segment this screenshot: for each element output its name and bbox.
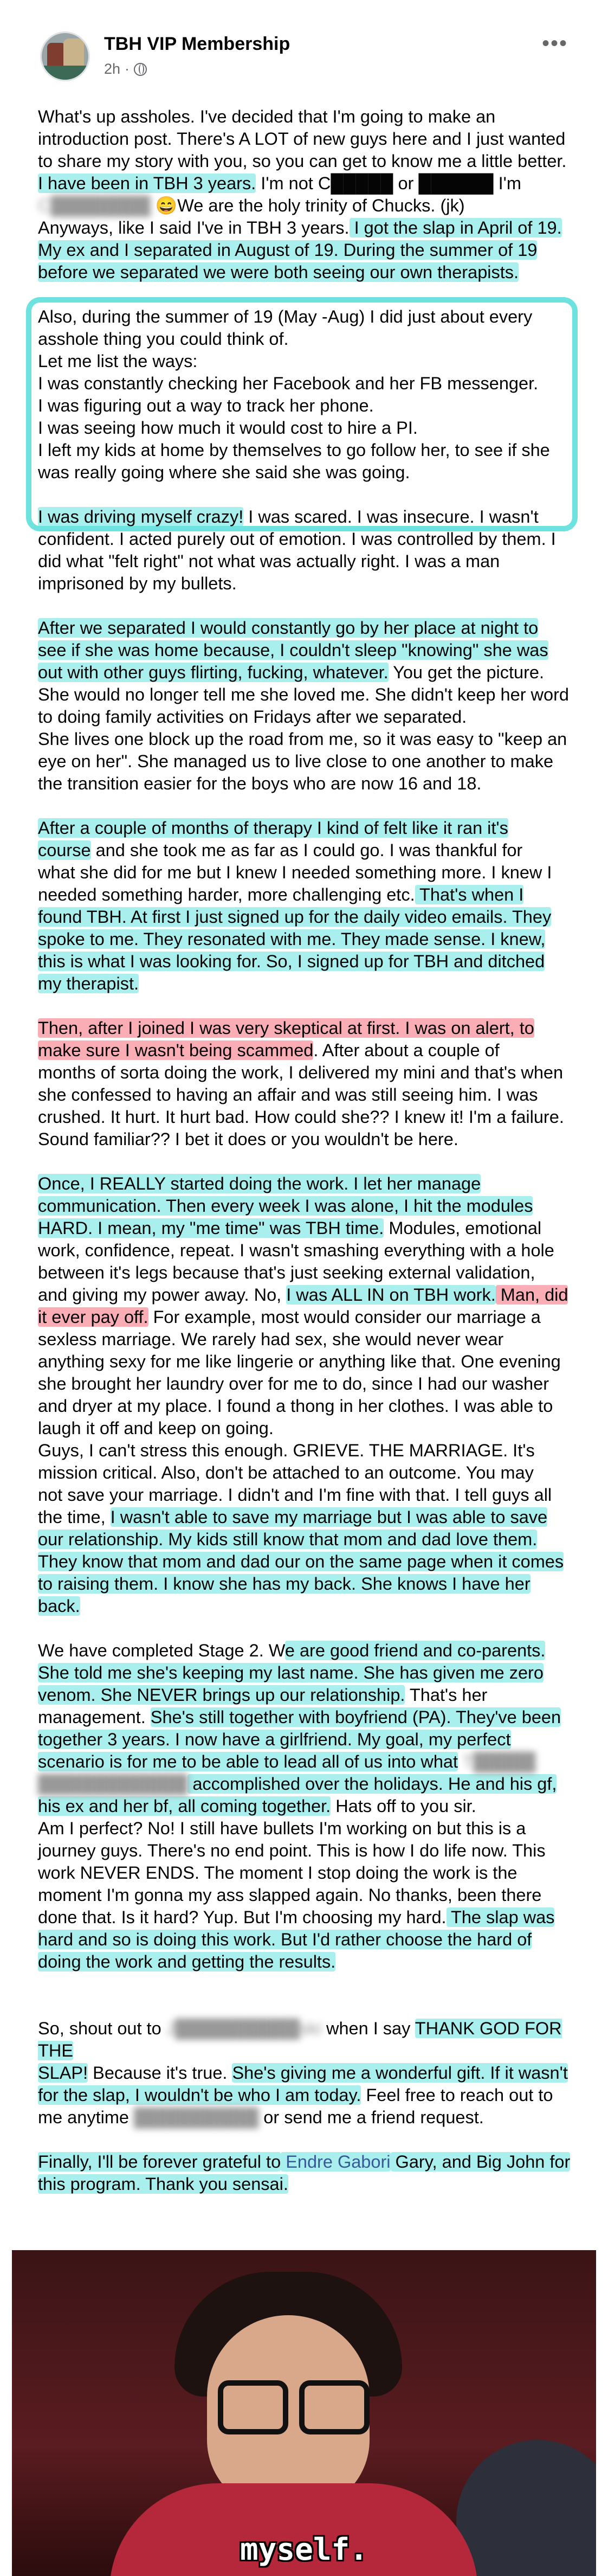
group-name[interactable]: TBH VIP Membership: [104, 34, 290, 54]
highlight: back.: [38, 1596, 80, 1616]
highlight: I wasn't able to save my marriage but I was able to save: [110, 1507, 548, 1527]
highlight: I have been in TBH 3 years.: [38, 174, 256, 193]
text-line: to share my story with you, so you can get to know me a little better.: [38, 151, 567, 171]
text-line: [38, 950, 580, 973]
highlight: to raising them. I know she has my back. She knows I have her: [38, 1574, 531, 1594]
highlight: before we separated we were both seeing our own therapists.: [38, 262, 519, 282]
highlight: After a couple of months of therapy I kind of felt like it ran it's: [38, 818, 508, 838]
text-line: months of sorta doing the work, I delivered my mini and that's when: [38, 1063, 564, 1082]
highlight: After we separated I would constantly go by her place at night to: [38, 618, 539, 638]
text-line: crushed. It hurt. It hurt bad. How could she?? I knew it! I'm a failure.: [38, 1107, 564, 1127]
text-line: Am I perfect? No! I still have bullets I'm working on but this is a: [38, 1819, 526, 1838]
highlight: She's still together with boyfriend (PA). They've been: [150, 1707, 561, 1727]
highlight: She's giving me a wonderful gift. If it wasn't: [232, 2063, 568, 2083]
text-line: work, confidence, repeat. I wasn't smashing everything with a hole: [38, 1241, 554, 1260]
text-line: [38, 928, 580, 950]
text-line: [38, 2173, 580, 2195]
text-span: Because it's true.: [88, 2063, 232, 2083]
highlight: accomplished over the holidays. He and his gf,: [187, 1774, 557, 1794]
text-line: [38, 2062, 580, 2084]
highlight: They know that mom and dad our on the same page when it comes: [38, 1552, 564, 1571]
text-line: eye on her". She managed us to live close to one another to make: [38, 751, 554, 771]
text-line: [38, 906, 580, 928]
highlight: our relationship. My kids still know that mom and dad love them.: [38, 1530, 538, 1549]
text-line: to doing family activities on Fridays after we separated.: [38, 707, 467, 727]
text-line: [38, 1929, 580, 1951]
highlight: his ex and her bf, all coming together.: [38, 1796, 331, 1816]
text-span: That's her: [405, 1685, 488, 1705]
text-line: [38, 2106, 580, 2129]
text-line: [38, 1551, 580, 1573]
text-span: me anytime: [38, 2108, 134, 2127]
text-line: [38, 1951, 580, 1973]
text-line: [38, 2151, 580, 2173]
highlight: THANK GOD FOR THE: [38, 2019, 562, 2060]
meme-caption: myself.: [240, 2532, 368, 2567]
highlight: spoke to me. They resonated with me. They made sense. I knew,: [38, 929, 546, 949]
red-highlight: Then, after I joined I was very skeptical at first. I was on alert, to: [38, 1018, 534, 1038]
text-line: moment I'm gonna my ass slapped again. No thanks, been there: [38, 1885, 542, 1905]
highlight: this is what I was looking for. So, I signed up for TBH and ditched: [38, 952, 545, 971]
text-line: [38, 839, 580, 862]
meme-image[interactable]: [12, 2250, 596, 2576]
highlight: The slap was: [446, 1907, 555, 1927]
text-line: [38, 1573, 580, 1595]
text-line: confident. I acted purely out of emotion. I was controlled by them. I: [38, 529, 556, 549]
text-line: introduction post. There's A LOT of new guys here and I just wanted: [38, 129, 566, 149]
text-span: Modules, emotional: [384, 1218, 542, 1238]
text-span: done that. Is it hard? Yup. But I'm choosing my hard.: [38, 1907, 447, 1927]
highlight: out with other guys flirting, fucking, whatever.: [38, 663, 389, 682]
text-line: She would no longer tell me she loved me. She didn't keep her word: [38, 685, 569, 704]
text-span: management.: [38, 1707, 151, 1727]
text-line: between it's legs because that's just seeking external validation,: [38, 1263, 535, 1282]
text-line: [38, 639, 580, 661]
highlight: communication. Then every week I was alone, I hit the modules: [38, 1196, 533, 1216]
text-line: [38, 1684, 580, 1706]
text-line: [38, 1306, 580, 1328]
text-line: asshole thing you could think of.: [38, 329, 289, 349]
text-line: [38, 1506, 580, 1528]
text-line: [38, 195, 580, 217]
text-line: Let me list the ways:: [38, 351, 198, 371]
text-line: journey guys. There's no end point. This is how I do life now. This: [38, 1841, 546, 1860]
redacted-name: ██████████: [134, 2108, 259, 2127]
redacted-name: T█████: [458, 1752, 536, 1771]
text-line: Guys, I can't stress this enough. GRIEVE. THE MARRIAGE. It's: [38, 1441, 535, 1460]
text-line: [38, 1662, 580, 1684]
red-highlight: it ever pay off.: [38, 1307, 148, 1327]
highlight: That's when I: [415, 885, 524, 904]
red-highlight: make sure I wasn't being scammed: [38, 1040, 314, 1060]
redacted-name: J██████████ski: [166, 2019, 321, 2038]
text-span: or send me a friend request.: [258, 2108, 484, 2127]
highlight: SLAP!: [38, 2063, 88, 2083]
highlight: together 3 years. I now have a girlfriend. My goal, my perfect: [38, 1730, 511, 1749]
highlight: my therapist.: [38, 974, 139, 993]
text-line: [38, 973, 580, 995]
text-span: and giving my power away. No,: [38, 1285, 287, 1305]
highlight: doing the work and getting the results.: [38, 1952, 336, 1971]
text-line: [38, 617, 580, 639]
text-line: was really going where she said she was going.: [38, 462, 410, 482]
text-line: [38, 1729, 580, 1751]
text-line: and dryer at my place. I found a thong in her clothes. I was able to: [38, 1396, 553, 1416]
post-header: [0, 0, 608, 87]
meta-separator: ·: [125, 61, 130, 77]
highlight: I was driving myself crazy!: [38, 507, 244, 526]
text-span: Anyways, like I said I've in TBH 3 years.: [38, 218, 350, 237]
text-line: [38, 1773, 580, 1795]
text-line: anything sexy for me like lingerie or anything like that. One evening: [38, 1352, 561, 1371]
highlight: course: [38, 840, 91, 860]
text-line: mission critical. Also, don't be attached to an outcome. You may: [38, 1463, 534, 1482]
text-line: She lives one block up the road from me, so it was easy to "keep an: [38, 729, 567, 749]
text-line: [38, 1795, 580, 1817]
highlight: Finally, I'll be forever grateful to: [38, 2152, 281, 2172]
post-meta: [104, 61, 147, 78]
text-span: Feel free to reach out to: [361, 2085, 553, 2105]
redacted-name: ████████████: [38, 1774, 188, 1794]
text-line: sexless marriage. We rarely had sex, she would never wear: [38, 1329, 504, 1349]
highlight: She told me she's keeping my last name. She has given me zero: [38, 1663, 544, 1682]
highlight: hard and so is doing this work. But I'd rather choose the hard of: [38, 1930, 532, 1949]
text-span: For example, most would consider our marriage a: [148, 1307, 541, 1327]
mention-link[interactable]: Endre Gabori: [281, 2152, 391, 2172]
text-span: You get the picture.: [388, 663, 545, 682]
text-span: Hats off to you sir.: [331, 1796, 476, 1816]
text-line: laugh it off and keep on going.: [38, 1418, 274, 1438]
text-line: What's up assholes. I've decided that I'm going to make an: [38, 107, 496, 126]
highlight: this program. Thank you sensai.: [38, 2174, 288, 2194]
text-line: [38, 217, 580, 239]
text-line: [38, 2084, 580, 2106]
text-line: I was constantly checking her Facebook and her FB messenger.: [38, 374, 539, 393]
text-line: [38, 1595, 580, 1617]
highlight: HARD. I mean, my "me time" was TBH time.: [38, 1218, 384, 1238]
text-line: [38, 2018, 580, 2062]
text-line: [38, 1640, 580, 1662]
red-highlight: Man, did: [495, 1285, 568, 1305]
highlight: for the slap, I wouldn't be who I am today.: [38, 2085, 361, 2105]
text-span: 😄We are the holy trinity of Chucks. (jk): [150, 196, 465, 215]
more-options-icon[interactable]: •••: [542, 31, 568, 55]
text-line: [38, 1706, 580, 1729]
highlight: scenario is for me to be able to lead all of us into what: [38, 1752, 458, 1771]
text-span: I was scared. I was insecure. I wasn't: [243, 507, 539, 526]
text-line: [38, 261, 580, 284]
text-span: when I say: [321, 2019, 415, 2038]
text-line: what she did for me but I knew I needed something more. I knew I: [38, 863, 552, 882]
highlight: My ex and I separated in August of 19. During the summer of 19: [38, 240, 538, 260]
text-span: I'm not C█████ or ██████ I'm: [256, 174, 521, 193]
text-line: [38, 1217, 580, 1239]
highlight: venom. She NEVER brings up our relationship.: [38, 1685, 405, 1705]
text-line: Sound familiar?? I bet it does or you wouldn't be here.: [38, 1129, 458, 1149]
text-line: [38, 1195, 580, 1217]
highlight: found TBH. At first I just signed up for the daily video emails. They: [38, 907, 552, 927]
text-line: [38, 506, 580, 528]
highlight: I was ALL IN on TBH work.: [286, 1285, 496, 1305]
text-line: [38, 1173, 580, 1195]
text-line: work NEVER ENDS. The moment I stop doing the work is the: [38, 1863, 518, 1883]
text-line: [38, 172, 580, 195]
text-span: and she took me as far as I could go. I was thankful for: [90, 840, 523, 860]
post-time[interactable]: 2h: [104, 61, 121, 77]
group-avatar[interactable]: [40, 31, 90, 81]
text-line: [38, 1039, 580, 1062]
text-line: [38, 1284, 580, 1306]
text-span: the time,: [38, 1507, 111, 1527]
text-line: [38, 1528, 580, 1551]
text-line: [38, 661, 580, 684]
text-line: she brought her laundry over for me to do, since I had our washer: [38, 1374, 549, 1393]
post-body: [38, 106, 580, 2195]
text-line: I was figuring out a way to track her phone.: [38, 396, 374, 415]
text-line: I left my kids at home by themselves to go follow her, to see if she: [38, 440, 550, 460]
privacy-globe-icon: [134, 63, 147, 76]
text-line: [38, 817, 580, 839]
highlight: see if she was home because, I couldn't sleep "knowing" she was: [38, 640, 548, 660]
text-line: [38, 1017, 580, 1039]
text-line: I was seeing how much it would cost to hire a PI.: [38, 418, 418, 438]
text-line: [38, 884, 580, 906]
text-line: [38, 239, 580, 261]
text-line: [38, 1751, 580, 1773]
text-line: [38, 1906, 580, 1929]
text-line: did what "felt right" not what was actually right. I was a man: [38, 551, 500, 571]
highlight: I got the slap in April of 19.: [349, 218, 562, 237]
text-line: she confessed to having an affair and was still seeing him. I was: [38, 1085, 538, 1104]
text-line: not save your marriage. I didn't and I'm fine with that. I tell guys all: [38, 1485, 552, 1505]
text-span: . After about a couple of: [313, 1040, 500, 1060]
text-span: We have completed Stage 2. W: [38, 1641, 285, 1660]
text-span: needed something harder, more challenging etc.: [38, 885, 415, 904]
highlight: Gary, and Big John for: [390, 2152, 571, 2172]
text-line: imprisoned by my bullets.: [38, 574, 237, 593]
highlight: e are good friend and co-parents.: [284, 1641, 546, 1660]
redacted-name: C████████: [38, 196, 151, 215]
text-span: So, shout out to: [38, 2019, 166, 2038]
text-line: Also, during the summer of 19 (May -Aug) I did just about every: [38, 307, 533, 326]
highlight: Once, I REALLY started doing the work. I let her manage: [38, 1174, 481, 1193]
text-line: the transition easier for the boys who are now 16 and 18.: [38, 774, 482, 793]
